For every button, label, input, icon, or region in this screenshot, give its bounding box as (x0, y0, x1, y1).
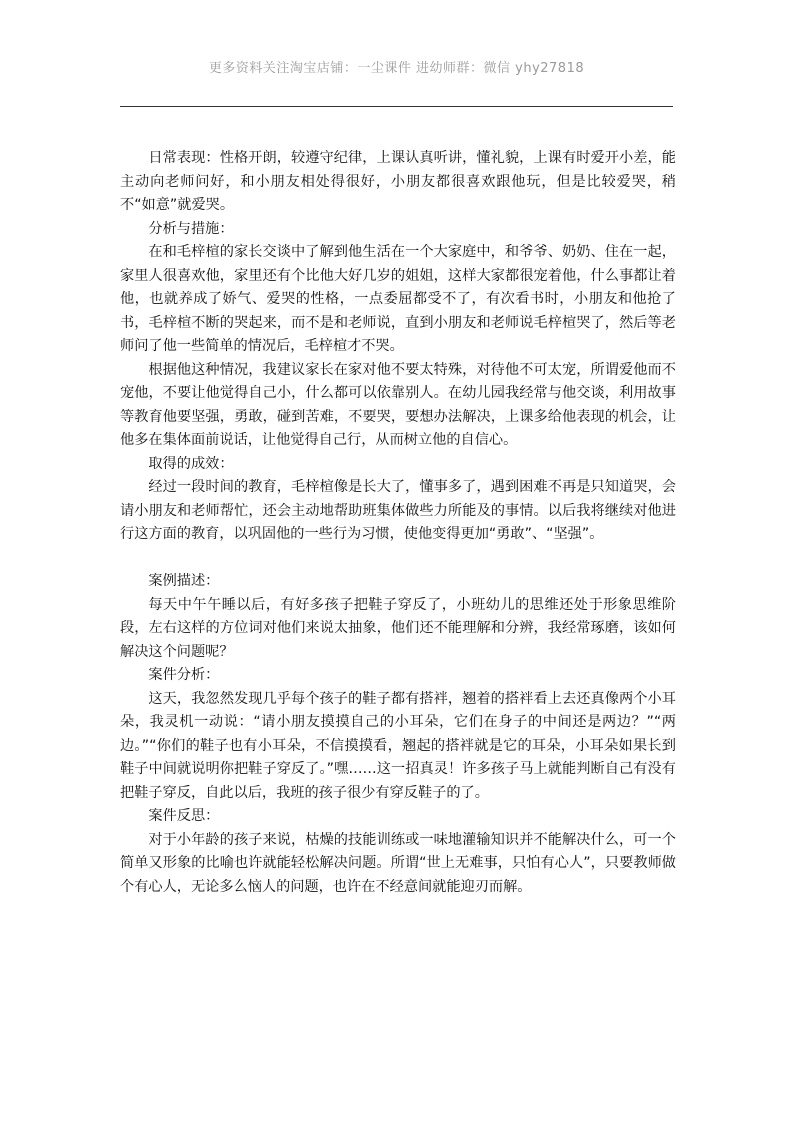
blank-line (120, 547, 676, 571)
document-body (120, 147, 676, 899)
paragraph-case-analysis: 这天，我忽然发现几乎每个孩子的鞋子都有搭袢，翘着的搭袢看上去还真像两个小耳朵，我灵机一动说：“请小朋友摸摸自己的小耳朵，它们在身子的中间还是两边？”“两边。”“你们的鞋子也有小耳朵，不信摸摸看，翘起的搭袢就是它的耳朵，小耳朵如果长到鞋子中间就说明你把鞋子穿反了。”嘿……这一招真灵！许多孩子马上就能判断自己有没有把鞋子穿反，自此以后，我班的孩子很少有穿反鞋子的了。 (120, 690, 676, 801)
paragraph-suggestion: 根据他这种情况，我建议家长在家对他不要太特殊，对待他不可太宠，所谓爱他而不宠他，不要让他觉得自己小，什么都可以依靠别人。在幼儿园我经常与他交谈，利用故事等教育他要坚强，勇敢，碰到苦难，不要哭，要想办法解决，上课多给他表现的机会，让他多在集体面前说话，让他觉得自己行，从而树立他的自信心。 (120, 361, 676, 448)
paragraph-results: 经过一段时间的教育，毛梓楦像是长大了，懂事多了，遇到困难不再是只知道哭，会请小朋友和老师帮忙，还会主动地帮助班集体做些力所能及的事情。以后我将继续对他进行这方面的教育，以巩固他的一些行为习惯，使他变得更加“勇敢”、“坚强”。 (120, 479, 676, 542)
heading-case-description: 案例描述： (148, 573, 220, 589)
heading-case-reflection: 案件反思： (148, 808, 220, 824)
heading-case-analysis: 案件分析： (148, 667, 220, 683)
paragraph-daily-performance: 日常表现：性格开朗，较遵守纪律，上课认真听讲，懂礼貌，上课有时爱开小差，能主动向老师问好，和小朋友相处得很好，小朋友都很喜欢跟他玩，但是比较爱哭，稍不“如意”就爱哭。 (120, 150, 676, 213)
heading-results: 取得的成效： (148, 455, 234, 472)
paragraph-case-reflection: 对于小年龄的孩子来说，枯燥的技能训练或一味地灌输知识并不能解决什么，可一个简单又形象的比喻也许就能轻松解决问题。所谓“世上无难事，只怕有心人”，只要教师做个有心人，无论多么恼人的问题，也许在不经意间就能迎刃而解。 (120, 831, 676, 895)
header-divider (120, 106, 673, 107)
paragraph-case-description: 每天中午午睡以后，有好多孩子把鞋子穿反了，小班幼儿的思维还处于形象思维阶段，左右这样的方位词对他们来说太抽象，他们还不能理解和分辨，我经常琢磨，该如何解决这个问题呢？ (120, 596, 676, 660)
paragraph-parent-talk: 在和毛梓楦的家长交谈中了解到他生活在一个大家庭中，和爷爷、奶奶、住在一起，家里人很喜欢他，家里还有个比他大好几岁的姐姐，这样大家都很宠着他，什么事都让着他，也就养成了娇气、爱哭的性格，一点委屈都受不了，有次看书时，小朋友和他抢了书，毛梓楦不断的哭起来，而不是和老师说，直到小朋友和老师说毛梓楦哭了，然后等老师问了他一些简单的情况后，毛梓楦才不哭。 (120, 244, 676, 354)
page-header: 更多资料关注淘宝店铺：一尘课件 进幼师群：微信 yhy27818 (208, 61, 585, 76)
heading-analysis-measures: 分析与措施： (148, 220, 234, 237)
